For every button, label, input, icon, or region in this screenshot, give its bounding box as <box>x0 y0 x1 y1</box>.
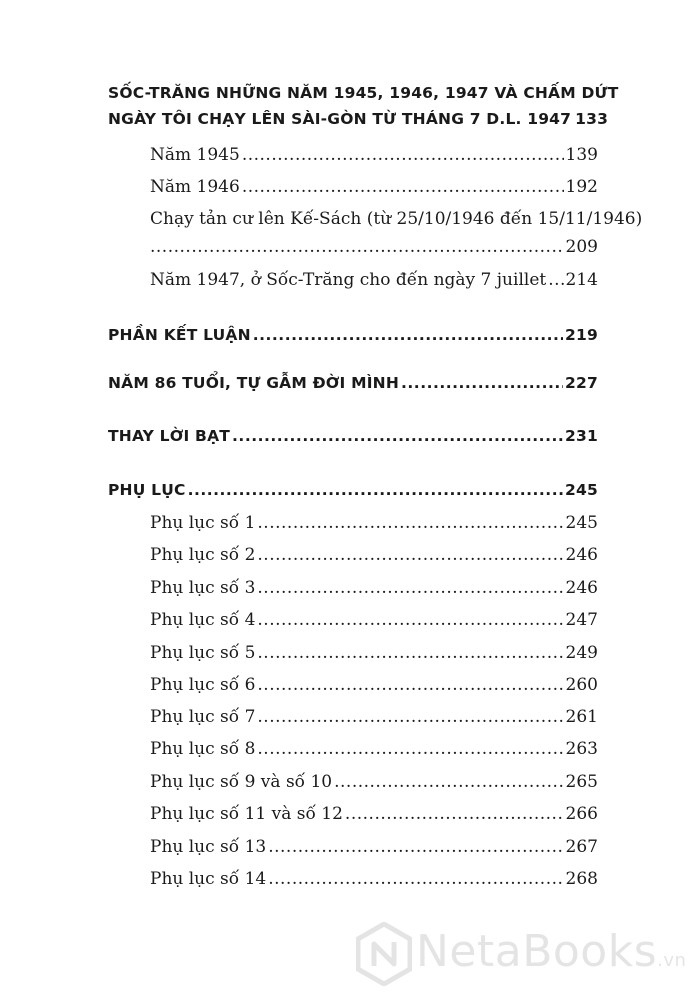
toc-heading-line-2: NGÀY TÔI CHẠY LÊN SÀI-GÒN TỪ THÁNG 7 D.L. 1947 <box>108 110 572 128</box>
toc-section-title: PHẦN KẾT LUẬN <box>108 326 251 344</box>
toc-leader <box>548 270 563 290</box>
toc-leader <box>242 177 564 197</box>
toc-leader <box>334 772 563 792</box>
toc-page-number: 219 <box>565 326 598 344</box>
toc-appendix-title: Phụ lục số 11 và số 12 <box>150 804 343 824</box>
toc-page-number: 139 <box>565 145 598 165</box>
toc-sub-title: Năm 1945 <box>150 145 240 165</box>
toc-appendix-title: Phụ lục số 1 <box>150 513 256 533</box>
toc-page-number: 249 <box>565 643 598 663</box>
toc-section-entry <box>108 374 598 392</box>
toc-page-number: 266 <box>565 804 598 824</box>
toc-page-number: 192 <box>565 177 598 197</box>
toc-page-number: 245 <box>565 513 598 533</box>
toc-leader <box>401 374 563 392</box>
toc-page-number: 265 <box>565 772 598 792</box>
toc-sub-entry <box>150 270 598 290</box>
toc-page-number: 231 <box>565 427 598 445</box>
toc-sub-title: Năm 1946 <box>150 177 240 197</box>
toc-appendix-entry <box>150 545 598 565</box>
toc-appendix-title: Phụ lục số 13 <box>150 837 267 857</box>
toc-appendix-entry <box>150 610 598 630</box>
toc-appendix-title: Phụ lục số 7 <box>150 707 256 727</box>
toc-section-title: NĂM 86 TUỔI, TỰ GẪM ĐỜI MÌNH <box>108 374 400 392</box>
toc-section-title: PHỤ LỤC <box>108 481 186 499</box>
toc-leader <box>257 610 563 630</box>
toc-page-number: 133 <box>575 110 609 128</box>
netabooks-logo-icon <box>356 922 412 986</box>
toc-leader <box>345 804 564 824</box>
toc-page-number: 263 <box>565 739 598 759</box>
toc-appendix-title: Phụ lục số 2 <box>150 545 256 565</box>
toc-leader <box>242 145 564 165</box>
toc-leader <box>257 675 563 695</box>
toc-page-number: 260 <box>565 675 598 695</box>
toc-section-entry <box>108 326 598 344</box>
toc-leader <box>257 513 563 533</box>
toc-page-number: 245 <box>565 481 598 499</box>
toc-appendix-title: Phụ lục số 14 <box>150 869 267 889</box>
toc-page-number: 261 <box>565 707 598 727</box>
toc-appendix-entry <box>150 643 598 663</box>
toc-section-entry <box>108 427 598 445</box>
toc-leader <box>150 237 564 257</box>
toc-leader <box>257 707 563 727</box>
watermark-text <box>416 926 686 977</box>
toc-appendix-entry <box>150 513 598 533</box>
toc-sub-entry <box>150 177 598 197</box>
toc-appendix-title: Phụ lục số 9 và số 10 <box>150 772 333 792</box>
toc-appendix-entry <box>150 869 598 889</box>
toc-leader <box>268 869 563 889</box>
toc-sub-entry <box>150 145 598 165</box>
toc-leader <box>232 427 563 445</box>
toc-sub-title: Năm 1947, ở Sốc-Trăng cho đến ngày 7 juillet <box>150 270 547 290</box>
toc-appendix-title: Phụ lục số 3 <box>150 578 256 598</box>
toc-section-entry <box>108 481 598 499</box>
toc-sub-entry-continued <box>150 237 598 257</box>
toc-page-number: 214 <box>565 270 598 290</box>
toc-appendix-entry <box>150 675 598 695</box>
toc-page-number: 267 <box>565 837 598 857</box>
toc-page-number: 209 <box>565 237 598 257</box>
toc-appendix-title: Phụ lục số 8 <box>150 739 256 759</box>
toc-section-title: THAY LỜI BẠT <box>108 427 231 445</box>
watermark-suffix: .vn <box>657 950 687 971</box>
toc-leader <box>188 481 563 499</box>
toc-leader <box>257 545 563 565</box>
toc-leader <box>257 578 563 598</box>
toc-leader <box>257 739 563 759</box>
toc-page-number: 246 <box>565 545 598 565</box>
toc-page-number: 227 <box>565 374 598 392</box>
toc-appendix-entry <box>150 837 598 857</box>
toc-appendix-entry <box>150 707 598 727</box>
toc-appendix-title: Phụ lục số 5 <box>150 643 256 663</box>
toc-page-number: 268 <box>565 869 598 889</box>
toc-heading-entry <box>108 110 609 128</box>
toc-appendix-title: Phụ lục số 6 <box>150 675 256 695</box>
toc-leader <box>268 837 563 857</box>
toc-leader <box>253 326 563 344</box>
toc-heading-line-1: SỐC-TRĂNG NHỮNG NĂM 1945, 1946, 1947 VÀ CHẤM DỨT <box>108 84 619 102</box>
toc-page-number: 246 <box>565 578 598 598</box>
toc-leader <box>257 643 563 663</box>
toc-page-number: 247 <box>565 610 598 630</box>
toc-appendix-entry <box>150 772 598 792</box>
toc-sub-title-long: Chạy tản cư lên Kế-Sách (từ 25/10/1946 đến 15/11/1946) <box>150 209 643 229</box>
watermark-brand: NetaBooks <box>416 926 658 977</box>
toc-appendix-entry <box>150 578 598 598</box>
toc-appendix-entry <box>150 739 598 759</box>
toc-appendix-title: Phụ lục số 4 <box>150 610 256 630</box>
toc-appendix-entry <box>150 804 598 824</box>
netabooks-watermark <box>352 920 692 990</box>
